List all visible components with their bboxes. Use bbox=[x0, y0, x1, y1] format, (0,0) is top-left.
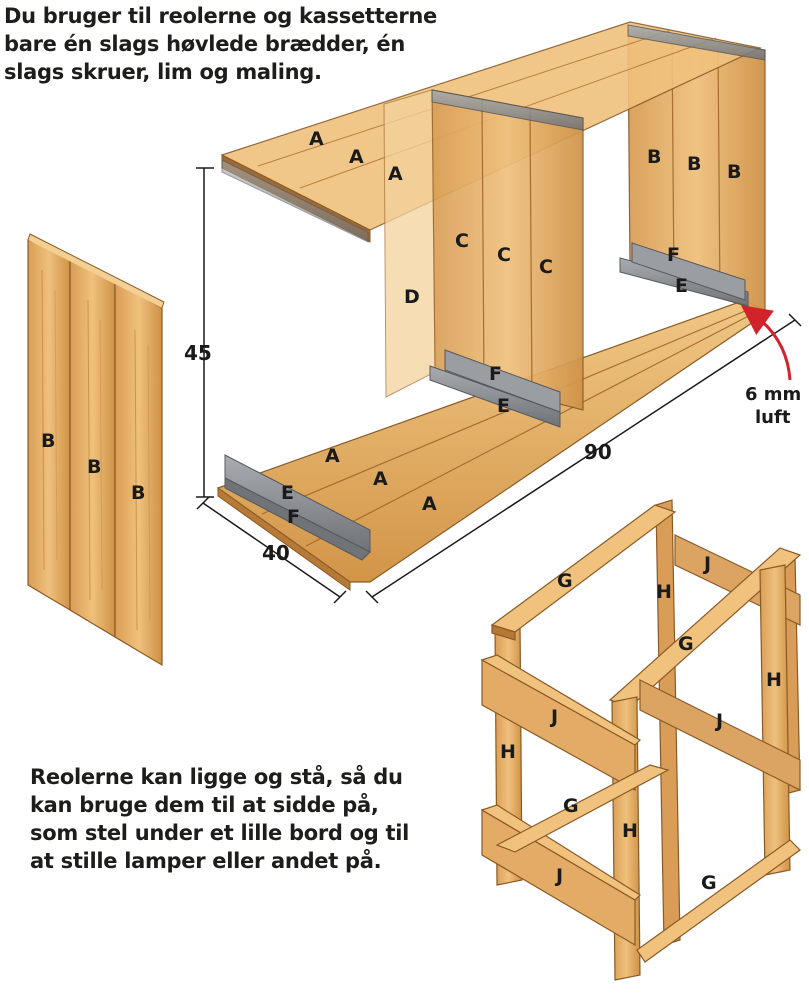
label-panel-b1: B bbox=[41, 430, 56, 452]
label-top-a3: A bbox=[388, 163, 403, 185]
shelf-unit bbox=[218, 22, 768, 590]
label-frame-j3: J bbox=[716, 710, 724, 732]
dimension-height-value: 45 bbox=[184, 341, 212, 365]
label-panel-b3: B bbox=[131, 482, 146, 504]
label-frame-j4: J bbox=[556, 865, 564, 887]
label-top-a2: A bbox=[349, 146, 364, 168]
label-back-b2: B bbox=[687, 153, 702, 175]
label-side-d: D bbox=[404, 286, 420, 308]
label-frame-g4: G bbox=[701, 872, 717, 894]
dimension-height bbox=[196, 168, 214, 497]
dimension-length-value: 90 bbox=[584, 440, 612, 464]
label-bottom-a2: A bbox=[373, 468, 388, 490]
label-frame-g2: G bbox=[678, 633, 694, 655]
label-back-b3: B bbox=[727, 161, 742, 183]
label-left-f: F bbox=[287, 506, 300, 528]
label-panel-b2: B bbox=[87, 456, 102, 478]
label-frame-h4: H bbox=[622, 820, 638, 842]
label-mid-c2: C bbox=[497, 244, 511, 266]
caption-top-line-3: slags skruer, lim og maling. bbox=[4, 60, 322, 84]
gap-value: 6 mm bbox=[745, 384, 802, 405]
caption-bottom-line-2: kan bruge dem til at sidde på, bbox=[30, 793, 379, 817]
gap-word: luft bbox=[755, 407, 791, 428]
dimension-depth-value: 40 bbox=[262, 541, 290, 565]
caption-bottom-line-3: som stel under et lille bord og til bbox=[30, 821, 410, 845]
label-right-f: F bbox=[667, 244, 680, 266]
label-back-b1: B bbox=[647, 146, 662, 168]
label-frame-h2: H bbox=[766, 669, 782, 691]
frame-unit bbox=[482, 500, 800, 980]
label-mid-f: F bbox=[489, 363, 502, 385]
label-frame-g1: G bbox=[557, 570, 573, 592]
label-right-e: E bbox=[675, 275, 688, 297]
label-bottom-a1: A bbox=[325, 445, 340, 467]
caption-top-line-2: bare én slags høvlede brædder, én bbox=[4, 32, 405, 56]
label-left-e: E bbox=[281, 482, 294, 504]
label-mid-c1: C bbox=[455, 230, 469, 252]
caption-bottom-line-4: at stille lamper eller andet på. bbox=[30, 849, 382, 873]
label-mid-c3: C bbox=[539, 256, 553, 278]
label-frame-j1: J bbox=[704, 553, 712, 575]
label-top-a1: A bbox=[309, 128, 324, 150]
label-frame-h3: H bbox=[500, 741, 516, 763]
label-frame-h1: H bbox=[656, 581, 672, 603]
caption-bottom-line-1: Reolerne kan ligge og stå, så du bbox=[30, 765, 403, 789]
label-frame-g3: G bbox=[563, 795, 579, 817]
label-mid-e: E bbox=[497, 395, 510, 417]
caption-top-line-1: Du bruger til reolerne og kassetterne bbox=[4, 4, 437, 28]
gap-arrow bbox=[753, 314, 790, 380]
label-frame-j2: J bbox=[551, 706, 559, 728]
label-bottom-a3: A bbox=[422, 493, 437, 515]
